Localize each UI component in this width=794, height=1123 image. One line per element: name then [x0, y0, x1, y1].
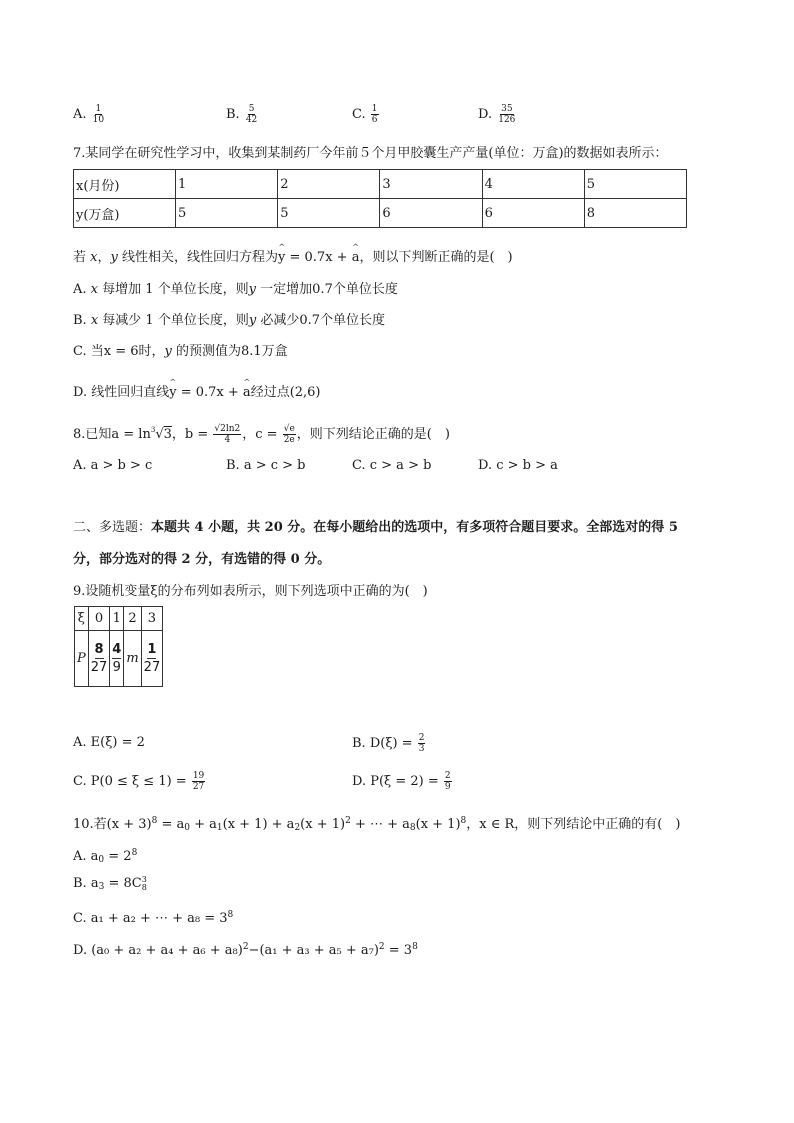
q8-option-d: D. c > b > a — [478, 458, 558, 473]
q7-option-d: D. 线性回归直线^ y = 0.7x + ^ a经过点(2,6) — [73, 384, 321, 402]
table-row — [75, 607, 163, 631]
q9-option-d: D. P(ξ = 2) = $\frac{2}{9}$ — [352, 771, 451, 792]
table-cell: 3 — [380, 170, 482, 199]
table-cell: 0 — [88, 607, 110, 631]
q7-condition: 若 x，y 线性相关，线性回归方程为^ y = 0.7x + ^ a，则以下判断正确的是( ) — [73, 249, 513, 267]
section2-header-line2: 分，部分选对的得 2 分，有选错的得 0 分。 — [73, 552, 331, 567]
table-cell: 6 — [482, 199, 584, 228]
table-cell: $\frac{1}{27}$ — [141, 631, 163, 687]
q7-option-a: A. x 每增加 1 个单位长度，则y 一定增加0.7个单位长度 — [73, 282, 398, 297]
q6-option-c-label: C. — [352, 107, 366, 122]
table-cell: 3 — [141, 607, 163, 631]
table-cell: 6 — [380, 199, 482, 228]
q6-option-d — [478, 104, 517, 125]
q10-option-d: D. $(a_0 + a_2 + a_4 + a_6 + a_8)^2-(a_1 + a_3 + a_5 + a_7)^2 = 3^8$ — [73, 942, 418, 958]
section2-title: 二、多选题： — [73, 520, 152, 535]
table-row — [74, 170, 687, 199]
q8-option-c: C. c > a > b — [352, 458, 432, 473]
q6-option-c — [352, 104, 380, 125]
table-cell: x(月份) — [74, 170, 176, 199]
table-cell: y(万盒) — [74, 199, 176, 228]
q6-option-a-label: A. — [73, 107, 87, 122]
cube-root: $^3$√3 — [150, 426, 172, 442]
combination-indices: 3 8 — [141, 874, 147, 892]
table-cell: 5 — [176, 199, 278, 228]
q9-option-b: B. D(ξ) = $\frac{2}{3}$ — [352, 733, 425, 754]
table-cell: m — [124, 631, 141, 687]
table-cell: ξ — [75, 607, 89, 631]
q7-stem: 7.某同学在研究性学习中，收集到某制药厂今年前５个月甲胶囊生产产量(单位：万盒)的数据如表所示： — [73, 146, 668, 161]
q10-stem: 10.若$(x + 3)^8 = a_0 + a_1(x + 1) + a_2(x + 1)^2$ + ⋯ + $a_8(x + 1)^8$，x ∈ R，则下列结论中正确的有( ) — [73, 816, 681, 833]
table-cell: 2 — [278, 170, 380, 199]
q6-option-b — [226, 104, 259, 125]
table-cell: 1 — [110, 607, 124, 631]
q8-b-fraction: $\frac{√2\ln 2}{4}$ — [214, 424, 241, 445]
q6-option-a-fraction: $\frac{1}{10}$ — [92, 104, 105, 125]
table-cell: $\frac{4}{9}$ — [110, 631, 124, 687]
q9-distribution-table — [74, 606, 163, 687]
table-cell: 5 — [278, 199, 380, 228]
table-cell: 5 — [584, 170, 686, 199]
table-cell: 1 — [176, 170, 278, 199]
q8-option-b: B. a > c > b — [226, 458, 306, 473]
q9-b-fraction: $\frac{2}{3}$ — [418, 733, 425, 754]
q10-option-c: C. a₁ + a₂ + ⋯ + $a_8 = 3^8$ — [73, 910, 234, 926]
table-cell: $\frac{8}{27}$ — [88, 631, 110, 687]
q10-option-a: A. $a_0 = 2^8$ — [73, 848, 138, 865]
q9-option-c: C. P(0 ≤ ξ ≤ 1) = $\frac{19}{27}$ — [73, 771, 205, 792]
q9-d-fraction: $\frac{2}{9}$ — [444, 771, 451, 792]
q7-option-b: B. x 每减少 1 个单位长度，则y 必减少0.7个单位长度 — [73, 313, 386, 328]
q6-option-d-label: D. — [478, 107, 493, 122]
table-row — [74, 199, 687, 228]
q7-data-table — [73, 169, 687, 228]
q8-c-fraction: $\frac{√e}{2e}$ — [283, 424, 295, 445]
q8-option-a: A. a > b > c — [73, 458, 153, 473]
q6-option-b-label: B. — [226, 107, 240, 122]
q9-c-fraction: $\frac{19}{27}$ — [192, 771, 205, 792]
table-cell: 4 — [482, 170, 584, 199]
q6-option-c-fraction: $\frac{1}{6}$ — [371, 104, 378, 125]
q6-option-a — [73, 104, 106, 125]
table-cell: 8 — [584, 199, 686, 228]
section2-header-line1: 二、多选题：本题共 4 小题，共 20 分。在每小题给出的选项中，有多项符合题目要求。全部选对的得 5 — [73, 520, 678, 535]
q9-option-a: A. E(ξ) = 2 — [73, 735, 145, 750]
q6-option-b-fraction: $\frac{5}{42}$ — [245, 104, 258, 125]
q10-option-b: B. $a_3 = 8C$ 3 8 — [73, 874, 147, 892]
q6-option-d-fraction: $\frac{35}{126}$ — [498, 104, 516, 125]
q8-stem: 8.已知$a = \ln^3√3$，b = $\frac{√2\ln 2}{4}$ ，c = $\frac{√e}{2e}$ ，则下列结论正确的是( ) — [73, 424, 450, 445]
q9-stem: 9.设随机变量ξ的分布列如表所示，则下列选项中正确的为( ) — [73, 584, 428, 599]
table-row — [75, 631, 163, 687]
q7-option-c: C. 当x = 6时，y 的预测值为8.1万盒 — [73, 344, 288, 359]
table-cell: 2 — [124, 607, 141, 631]
table-cell: P — [75, 631, 89, 687]
